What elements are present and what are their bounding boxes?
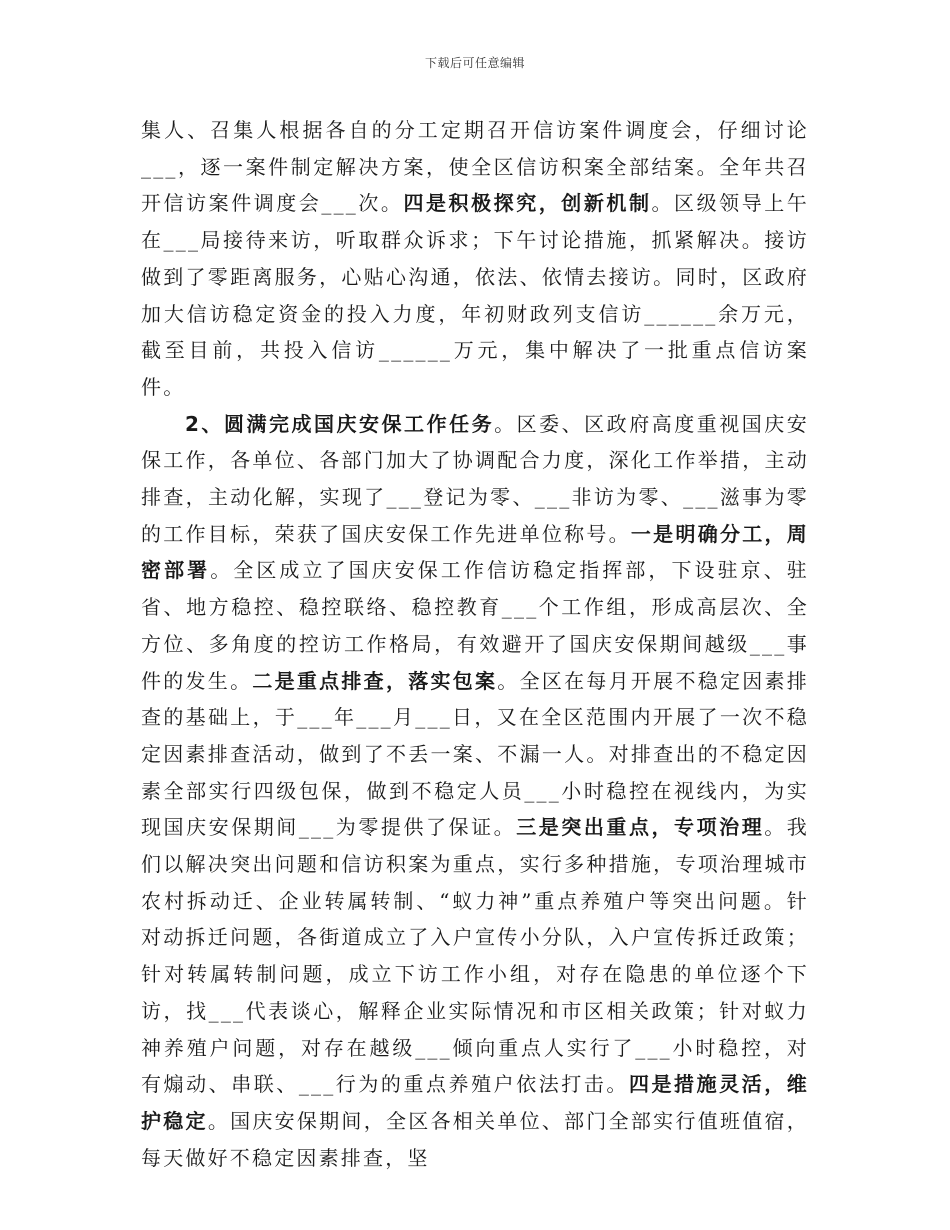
page-header: 下载后可任意编辑 — [424, 56, 525, 70]
bold-heading-run: 四是措施灵活，维护稳定 — [141, 1072, 809, 1133]
text-run: 。全区在每月开展不稳定因素排查的基础上，于___年___月___日，又在全区范围内开展了一次不稳定因素排查活动，做到了不丢一案、不漏一人。对排查出的不稳定因素全部实行四级包保，做到不稳定人员___小时稳控在视线内，为实现国庆安保期间___为零提供了保证。 — [141, 668, 809, 840]
text-run: 。国庆安保期间，全区各相关单位、部门全部实行值班值宿，每天做好不稳定因素排查，坚 — [141, 1108, 809, 1170]
text-run: 。全区成立了国庆安保工作信访稳定指挥部，下设驻京、驻省、地方稳控、稳控联络、稳控教育___个工作组，形成高层次、全方位、多角度的控访工作格局，有效避开了国庆安保期间越级___事件的发生。 — [141, 558, 809, 693]
bold-heading-run: 三是突出重点，专项治理 — [516, 815, 765, 840]
paragraph-2 — [141, 406, 809, 1177]
text-run: 。我们以解决突出问题和信访积案为重点，实行多种措施，专项治理城市农村拆动迁、企业转属转制、“蚁力神”重点养殖户等突出问题。针对动拆迁问题，各街道成立了入户宣传小分队，入户宣传拆迁政策；针对转属转制问题，成立下访工作小组，对存在隐患的单位逐个下访，找___代表谈心，解释企业实际情况和市区相关政策；针对蚁力神养殖户问题，对存在越级___倾向重点人实行了___小时稳控，对有煽动、串联、___行为的重点养殖户依法打击。 — [141, 815, 809, 1097]
bold-heading-run: 一是明确分工，周密部署 — [141, 521, 809, 583]
text-run: 。区级领导上午在___局接待来访，听取群众诉求；下午讨论措施，抓紧解决。接访做到了零距离服务，心贴心沟通，依法、依情去接访。同时，区政府加大信访稳定资金的投入力度，年初财政列支信访______余万元，截至目前，共投入信访______万元，集中解决了一批重点信访案件。 — [141, 191, 809, 399]
document-body — [141, 112, 809, 1176]
bold-heading-run: 二是重点排查，落实包案 — [252, 668, 498, 693]
section-heading-run: 2、圆满完成国庆安保工作任务 — [185, 411, 495, 436]
paragraph-1 — [141, 112, 809, 406]
text-run: 。区委、区政府高度重视国庆安保工作，各单位、各部门加大了协调配合力度，深化工作举措，主动排查，主动化解，实现了___登记为零、___非访为零、___滋事为零的工作目标，荣获了国庆安保工作先进单位称号。 — [141, 411, 809, 546]
text-run: 集人、召集人根据各自的分工定期召开信访案件调度会，仔细讨论___，逐一案件制定解决方案，使全区信访积案全部结案。全年共召开信访案件调度会___次。 — [141, 118, 809, 216]
bold-heading-run: 四是积极探究，创新机制 — [403, 191, 652, 216]
